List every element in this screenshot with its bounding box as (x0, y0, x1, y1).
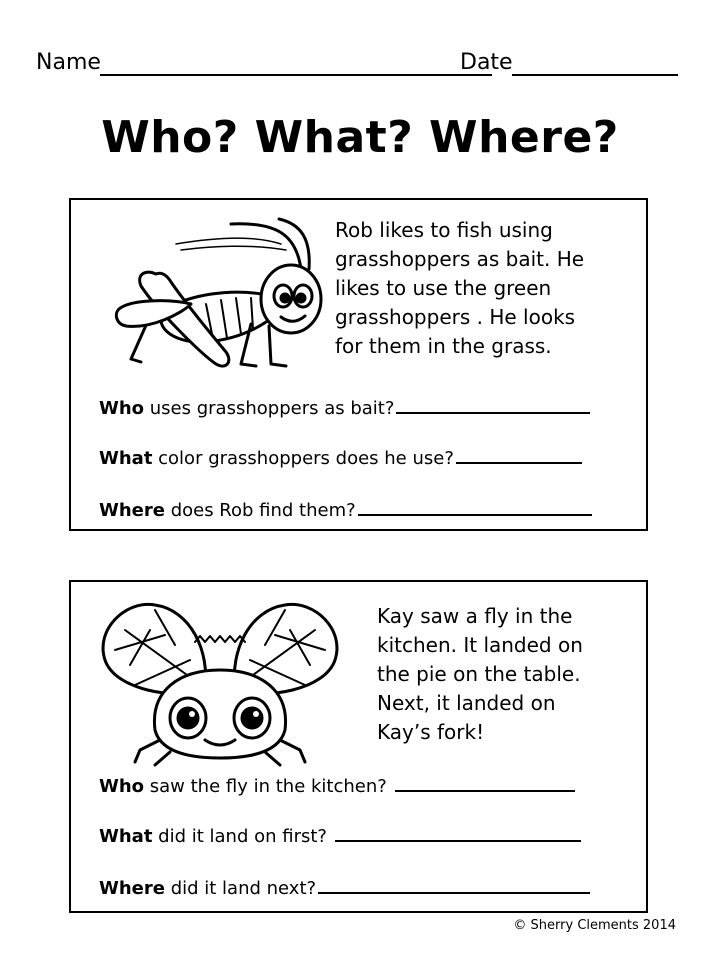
story-card-grasshopper (69, 198, 648, 531)
question-where (99, 874, 590, 901)
question-text: does Rob find them? (164, 500, 356, 521)
question-keyword: What (99, 826, 153, 847)
question-text: did it land next? (164, 878, 317, 899)
question-where (99, 496, 592, 523)
answer-blank[interactable] (456, 444, 582, 464)
question-who (99, 394, 590, 421)
fly-illustration (95, 590, 345, 772)
story-text: Kay saw a fly in the kitchen. It landed on the pie on the table. Next, it landed on Kay’s fork! (377, 604, 583, 744)
question-keyword: What (99, 448, 153, 469)
question-what (99, 444, 582, 471)
question-who (99, 772, 575, 799)
worksheet-header (36, 50, 680, 80)
question-keyword: Who (99, 776, 145, 797)
worksheet-title: Who? What? Where? (101, 112, 619, 163)
question-text: did it land on first? (152, 826, 333, 847)
question-what (99, 822, 581, 849)
question-keyword: Where (99, 878, 165, 899)
name-blank-line (100, 74, 492, 76)
question-keyword: Who (99, 398, 145, 419)
copyright-footer: © Sherry Clements 2014 (513, 918, 676, 933)
story-text: Rob likes to fish using grasshoppers as bait. He likes to use the green grasshoppers . He looks for them in the grass. (335, 218, 585, 358)
answer-blank[interactable] (395, 772, 575, 792)
question-text: uses grasshoppers as bait? (144, 398, 395, 419)
answer-blank[interactable] (318, 874, 590, 894)
answer-blank[interactable] (396, 394, 590, 414)
date-label: Date (460, 50, 513, 75)
date-blank-line (512, 74, 678, 76)
answer-blank[interactable] (335, 822, 581, 842)
question-text: color grasshoppers does he use? (152, 448, 454, 469)
question-text: saw the fly in the kitchen? (144, 776, 393, 797)
story-card-fly (69, 580, 648, 913)
grasshopper-illustration (111, 214, 341, 379)
answer-blank[interactable] (358, 496, 592, 516)
name-label: Name (36, 50, 101, 75)
question-keyword: Where (99, 500, 165, 521)
